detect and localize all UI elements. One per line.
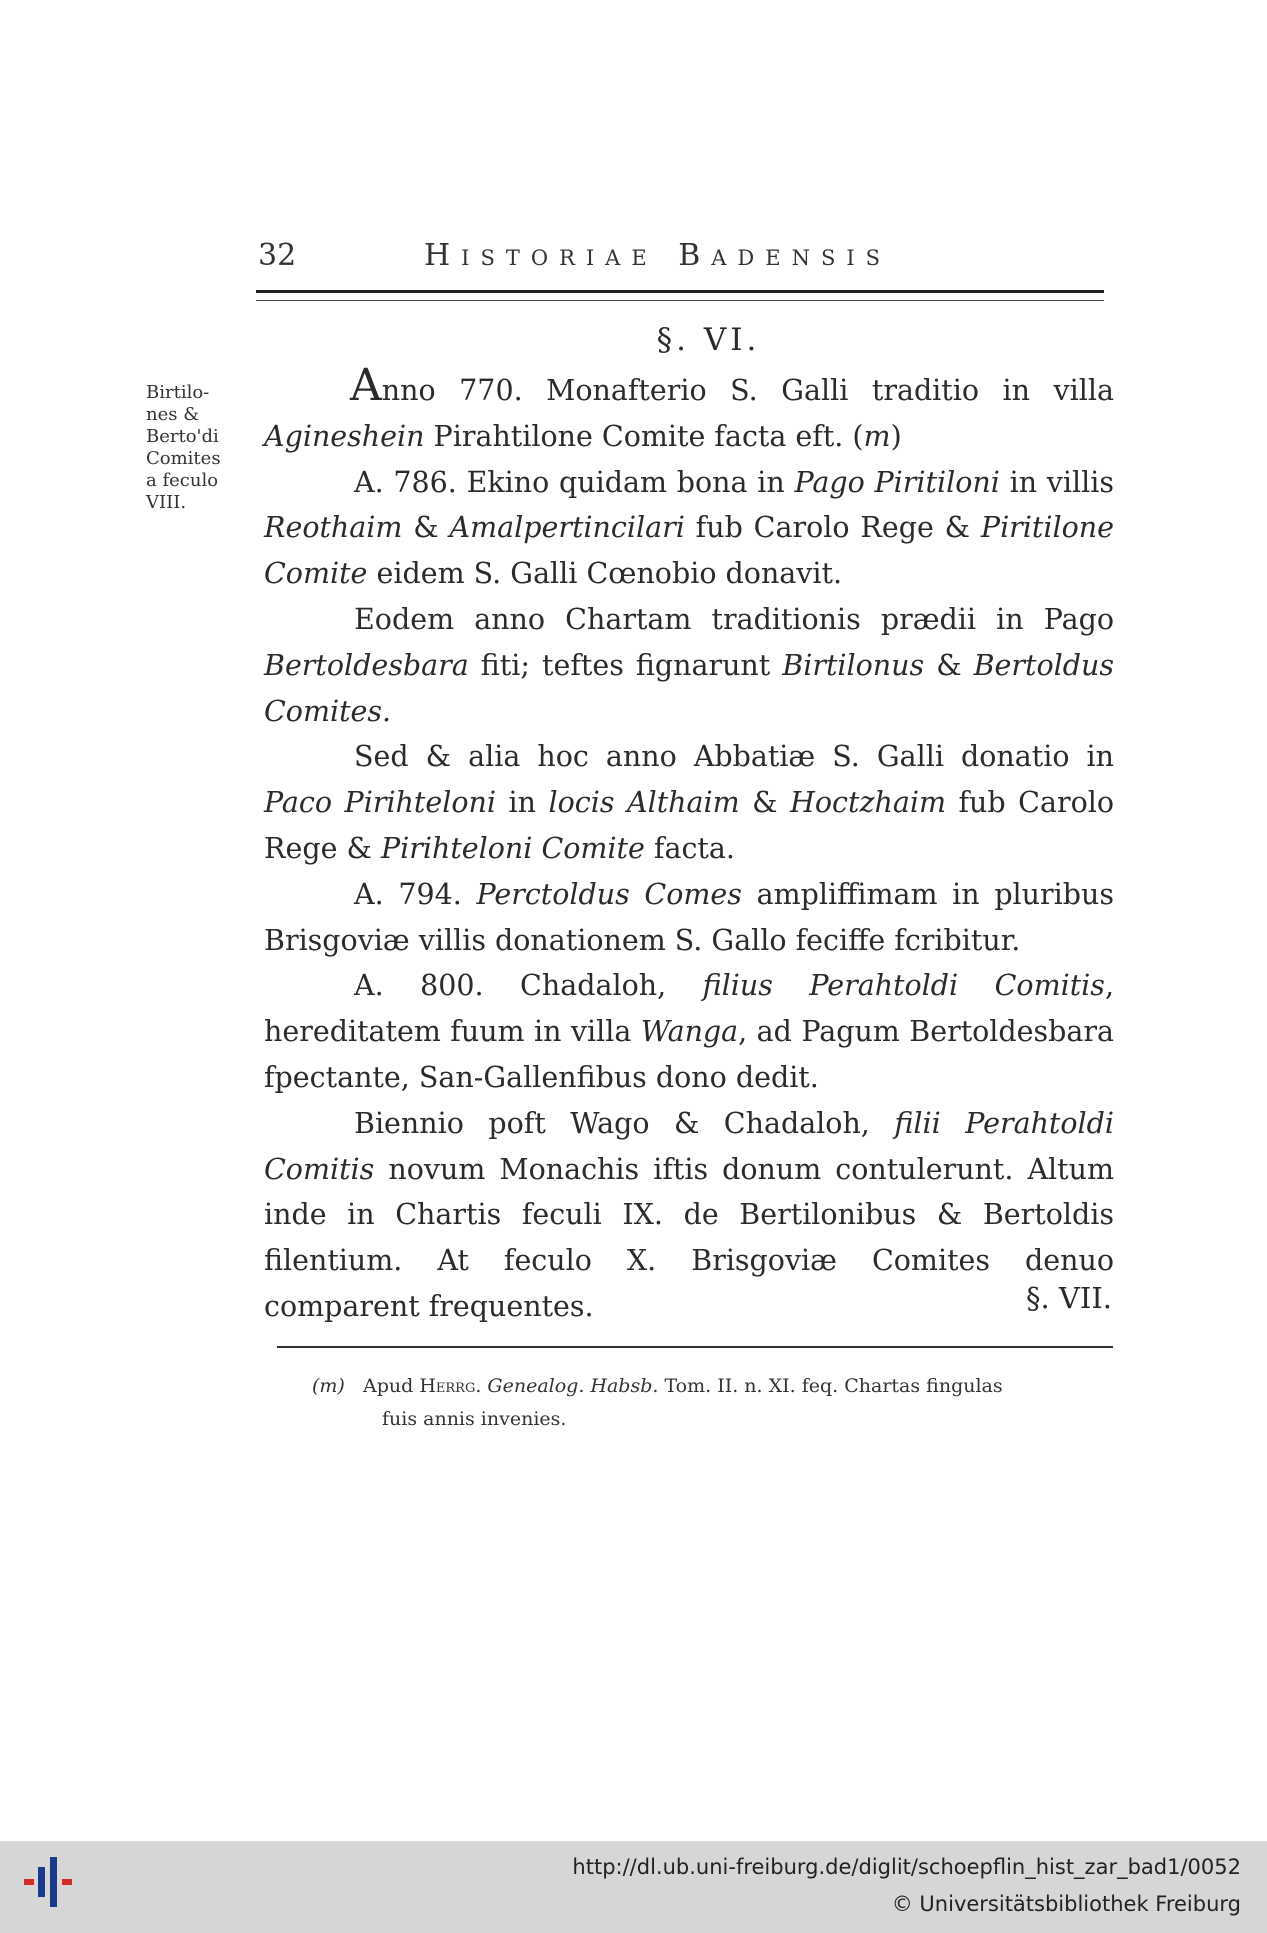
text-run: , ad Pagum Bertoldesbara fpectante, San-Gallenfibus dono dedit. bbox=[264, 1015, 1115, 1094]
italic-name: Bertoldesbara bbox=[264, 648, 469, 682]
footnote-author: Herrg. bbox=[419, 1375, 482, 1397]
paragraph bbox=[264, 1101, 1114, 1330]
body-text bbox=[264, 360, 1115, 1330]
running-head bbox=[254, 238, 1109, 272]
marginal-line: a feculo bbox=[146, 470, 219, 491]
italic-name: Amalpertincilari bbox=[449, 511, 685, 545]
italic-name: Wanga bbox=[640, 1015, 739, 1049]
header-rule-thin bbox=[256, 300, 1104, 301]
italic-name: Pago Piritiloni bbox=[794, 465, 1000, 499]
paragraph bbox=[264, 460, 1114, 597]
header-rule-thick bbox=[256, 290, 1104, 293]
paragraph bbox=[264, 963, 1114, 1100]
italic-name: Piritilone Comite bbox=[264, 511, 1114, 591]
permalink-url[interactable]: http://dl.ub.uni-freiburg.de/diglit/schoepflin_hist_zar_bad1/0052 bbox=[572, 1855, 1241, 1879]
footnote-reference: Tom. II. n. XI. feq. Chartas fingulas bbox=[664, 1375, 1003, 1397]
text-run: nno 770. Monafterio S. Galli traditio in villa bbox=[381, 374, 1114, 407]
paragraph bbox=[264, 360, 1114, 460]
paragraph bbox=[264, 597, 1114, 734]
italic-name: Pirihteloni Comite bbox=[380, 831, 645, 865]
library-logo-icon[interactable] bbox=[14, 1849, 84, 1925]
footnote-mark: (m) bbox=[312, 1375, 345, 1397]
paragraph bbox=[264, 734, 1114, 871]
italic-name: Birtilonus bbox=[782, 648, 925, 682]
text-run: eidem S. Galli Cœnobio donavit. bbox=[367, 557, 843, 591]
text-run: novum Monachis iftis donum contulerunt. Altum inde in Chartis feculi IX. de Bertilonibus & Bertoldis filentium. At feculo X. Brisgoviæ Comites denuo comparent frequentes. bbox=[264, 1152, 1114, 1323]
italic-name: Perctoldus Comes bbox=[476, 877, 742, 911]
text-run: in bbox=[495, 786, 549, 820]
paragraph bbox=[264, 872, 1114, 964]
italic-name: Paco Pirihteloni bbox=[264, 786, 496, 820]
italic-name: Agineshein bbox=[264, 419, 425, 453]
page-number: 32 bbox=[258, 238, 297, 273]
text-run: Pirahtilone Comite facta eft. ( bbox=[424, 419, 864, 453]
drop-cap: A bbox=[350, 360, 382, 411]
italic-name: m bbox=[863, 419, 891, 453]
text-run: Eodem anno Chartam traditionis prædii in Pago bbox=[354, 602, 1114, 636]
footnote-rule bbox=[277, 1346, 1113, 1348]
text-run: ampliffimam in pluribus Brisgoviæ villis donationem S. Gallo feciffe fcribitur. bbox=[264, 877, 1114, 957]
text-run: facta. bbox=[644, 831, 735, 865]
text-run: fub Carolo Rege & bbox=[264, 786, 1115, 865]
italic-name: locis Althaim bbox=[548, 786, 740, 820]
italic-name: Reothaim bbox=[264, 511, 403, 545]
marginal-line: VIII. bbox=[146, 492, 187, 513]
italic-name: filii Perahtoldi Comitis bbox=[264, 1106, 1115, 1186]
footnote-work: Genealog. Habsb. bbox=[487, 1375, 659, 1397]
text-run: , hereditatem fuum in villa bbox=[264, 969, 1114, 1049]
text-run: Biennio poft Wago & Chadaloh, bbox=[354, 1106, 895, 1140]
text-run: A. 800. Chadaloh, bbox=[354, 969, 703, 1003]
text-run: & bbox=[924, 648, 974, 682]
text-run: fub Carolo Rege & bbox=[684, 511, 981, 545]
italic-name: Hoctzhaim bbox=[790, 786, 946, 820]
marginal-line: Comites bbox=[146, 448, 221, 469]
footnote-continuation: fuis annis invenies. bbox=[382, 1408, 567, 1430]
marginal-line: nes & bbox=[146, 404, 200, 425]
running-title: Historiae Badensis bbox=[424, 238, 892, 273]
italic-name: filius Perahtoldi Comitis bbox=[702, 969, 1105, 1003]
text-run: A. 794. bbox=[354, 877, 477, 911]
footnote-apud: Apud bbox=[362, 1375, 414, 1397]
text-run: & bbox=[739, 786, 791, 820]
text-run: A. 786. Ekino quidam bona in bbox=[354, 465, 795, 499]
text-run: in villis bbox=[999, 465, 1114, 499]
section-heading: §. VI. bbox=[656, 322, 761, 358]
marginal-note bbox=[146, 382, 266, 514]
next-section-heading: §. VII. bbox=[1025, 1281, 1112, 1315]
text-run: ) bbox=[890, 419, 902, 453]
text-run: Sed & alia hoc anno Abbatiæ S. Galli donatio in bbox=[354, 740, 1114, 774]
text-run: fiti; teftes fignarunt bbox=[468, 648, 783, 682]
footnote bbox=[312, 1370, 1112, 1436]
marginal-line: Birtilo- bbox=[146, 382, 210, 403]
marginal-line: Berto'di bbox=[146, 426, 219, 447]
copyright-notice: © Universitätsbibliothek Freiburg bbox=[891, 1892, 1241, 1916]
text-run: & bbox=[402, 511, 450, 545]
italic-name: Bertoldus Comites. bbox=[264, 648, 1114, 728]
viewer-footer bbox=[0, 1841, 1267, 1933]
